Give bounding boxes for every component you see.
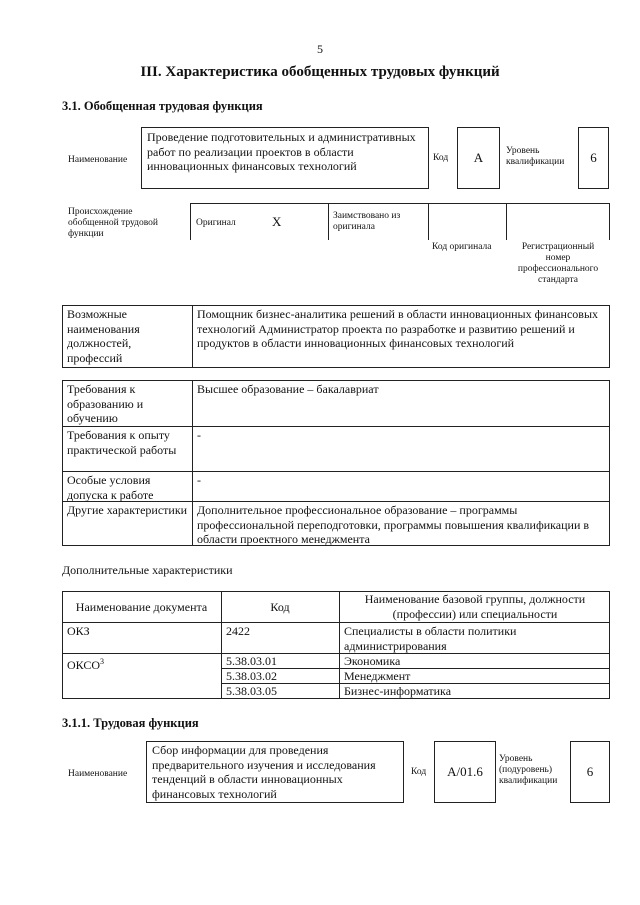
okso-doc: ОКСО (67, 658, 101, 672)
gtf-original-label: Оригинал (196, 218, 236, 228)
requirements-divider (192, 380, 193, 546)
req-education-value: Высшее образование – бакалавриат (197, 382, 379, 396)
tf-heading: 3.1.1. Трудовая функция (62, 716, 199, 730)
gtf-code-original-label: Код оригинала (432, 242, 492, 252)
positions-label: Возможные наименования должностей, профессий (67, 307, 140, 365)
add-header-name: Наименование базовой группы, должности (профессии) или специальности (364, 592, 586, 621)
gtf-name-value: Проведение подготовительных и административных работ по реализации проектов в области инновационных финансовых технологий (147, 130, 416, 173)
positions-divider (192, 305, 193, 368)
req-education-label: Требования к образованию и обучению (67, 382, 144, 425)
okso-name-3: Бизнес-информатика (344, 684, 452, 698)
req-special-value: - (197, 473, 201, 487)
tf-code-value: A/01.6 (447, 764, 483, 779)
origin-divider-2 (428, 203, 429, 240)
gtf-heading: 3.1. Обобщенная трудовая функция (62, 99, 263, 113)
gtf-code-label: Код (433, 153, 449, 163)
page-number: 5 (317, 42, 323, 56)
positions-value: Помощник бизнес-аналитика решений в области инновационных финансовых технологий Администратор проекта по разработке и развитию решений и продуктов в области инновационных финансовых технологий (197, 307, 599, 350)
origin-divider-3 (506, 203, 507, 240)
tf-name-value: Сбор информации для проведения предварительного изучения и исследования тенденций в области инновационных финансовых технологий (152, 743, 376, 801)
add-okz-line (62, 653, 610, 654)
tf-name-label: Наименование (68, 769, 128, 779)
okz-doc: ОКЗ (67, 624, 90, 638)
req-row-line-1 (62, 426, 610, 427)
gtf-origin-label: Происхождение обобщенной трудовой функции (68, 207, 158, 239)
req-experience-label: Требования к опыту практической работы (67, 428, 177, 457)
gtf-borrowed-label: Заимствовано из оригинала (333, 211, 401, 232)
tf-code-box (434, 741, 496, 803)
req-other-label: Другие характеристики (67, 503, 188, 517)
additional-title: Дополнительные характеристики (62, 563, 233, 577)
gtf-reg-number-label: Регистрационный номер профессионального стандарта (517, 242, 599, 285)
gtf-level-value: 6 (590, 150, 597, 165)
gtf-level-box (578, 127, 609, 189)
okso-code-2: 5.38.03.02 (226, 669, 277, 683)
okso-doc-wrap (67, 655, 104, 673)
okso-code-1: 5.38.03.01 (226, 654, 277, 668)
gtf-original-mark: X (272, 214, 282, 229)
gtf-code-box (457, 127, 500, 189)
tf-code-label: Код (411, 767, 427, 777)
tf-name-box (146, 741, 404, 803)
add-header-doc: Наименование документа (75, 600, 208, 614)
req-row-line-2 (62, 471, 610, 472)
add-okso-line-1 (221, 668, 610, 669)
tf-level-label: Уровень (подуровень) квалификации (499, 754, 558, 786)
okso-footnote: 3 (100, 657, 105, 666)
gtf-name-label: Наименование (68, 155, 128, 165)
tf-level-value: 6 (586, 764, 594, 779)
origin-divider-1 (328, 203, 329, 240)
okso-name-2: Менеджмент (344, 669, 411, 683)
okso-name-1: Экономика (344, 654, 401, 668)
req-special-label: Особые условия допуска к работе (67, 473, 154, 502)
add-header-code: Код (270, 600, 290, 614)
req-other-value: Дополнительное профессиональное образование – программы профессиональной переподготовки, программы повышения квалификации в области проектного менеджмента (197, 503, 590, 546)
okz-name: Специалисты в области политики администрирования (344, 624, 517, 653)
tf-level-box (570, 741, 610, 803)
okz-code: 2422 (226, 624, 250, 638)
okso-code-3: 5.38.03.05 (226, 684, 277, 698)
section-title: III. Характеристика обобщенных трудовых функций (140, 64, 500, 80)
gtf-name-box (141, 127, 429, 189)
add-header-line (62, 622, 610, 623)
gtf-code-value: A (473, 150, 484, 165)
req-experience-value: - (197, 428, 201, 442)
gtf-level-label: Уровень квалификации (506, 146, 565, 167)
